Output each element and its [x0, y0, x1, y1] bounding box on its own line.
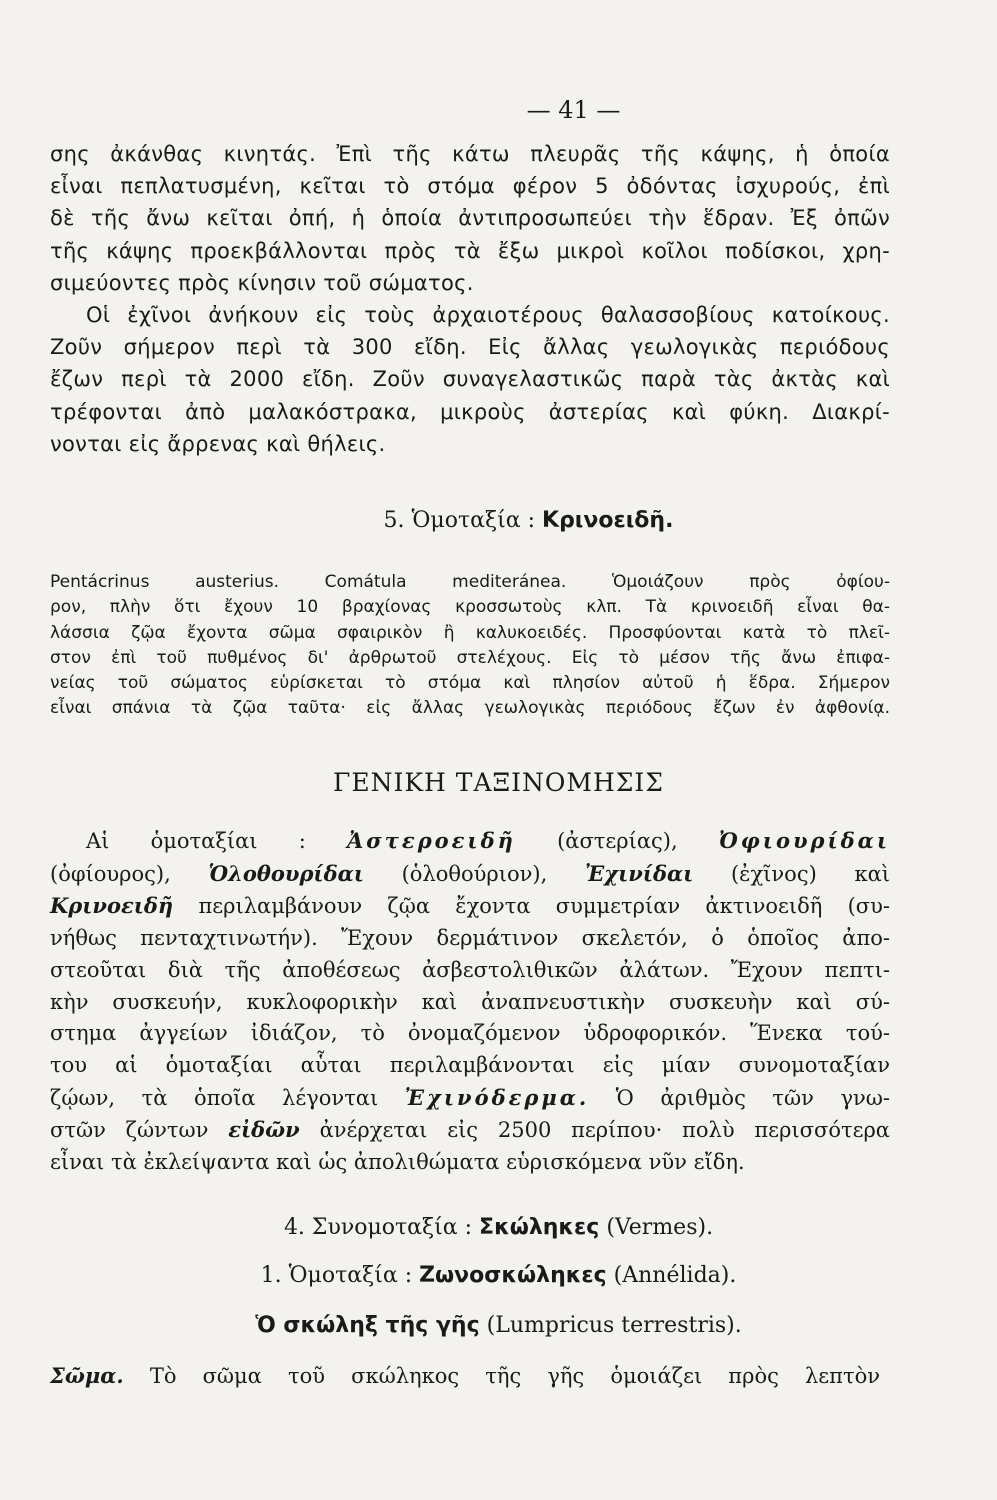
text-line: ἔζων περὶ τὰ 2000 εἴδη. Ζοῦν συναγελαστικῶς παρὰ τὰς ἀκτὰς καὶ: [50, 367, 890, 392]
heading-name: Ζωνοσκώληκες: [419, 1263, 607, 1288]
text-line: κὴν συσκευήν, κυκλοφορικὴν καὶ ἀναπνευστικὴν συσκευὴν καὶ σύ-: [50, 989, 890, 1014]
paragraph-echinoids: [50, 138, 890, 460]
text-line: στῶν ζώντων εἰδῶν ἀνέρχεται εἰς 2500 περίπου· πολὺ περισσότερα: [50, 1117, 890, 1143]
section-heading-vermes: 4. Συνομοταξία : Σκώληκες (Vermes).: [283, 1215, 714, 1240]
text-line: Κρινοειδῆ περιλαμβάνουν ζῷα ἔχοντα συμμετρίαν ἀκτινοειδῆ (συ-: [50, 893, 890, 919]
text-line: νονται εἰς ἄρρενας καὶ θήλεις.: [50, 431, 386, 456]
text-line: στεοῦται διὰ τῆς ἀποθέσεως ἀσβεστολιθικῶν ἀλάτων. Ἔχουν πεπτι-: [50, 957, 890, 982]
general-classification-title: ΓΕΝΙΚΗ ΤΑΞΙΝΟΜΗΣΙΣ: [333, 768, 664, 797]
paragraph-classification: [50, 825, 890, 1179]
text-line: νείας τοῦ σώματος εὑρίσκεται τὸ στόμα καὶ πλησίον αὐτοῦ ἡ ἕδρα. Σήμερον: [50, 673, 890, 694]
heading-name: Κρινοειδῆ.: [542, 508, 674, 533]
text-line: εἶναι τὰ ἐκλείψαντα καὶ ὡς ἀπολιθώματα εὑρισκόμενα νῦν εἴδη.: [50, 1150, 745, 1175]
page-number: — 41 —: [526, 96, 621, 124]
heading-name: Ὁ σκώληξ τῆς γῆς: [255, 1313, 480, 1338]
text-line: ρον, πλὴν ὅτι ἔχουν 10 βραχίονας κροσσωτοὺς κλπ. Τὰ κρινοειδῆ εἶναι θα-: [50, 597, 890, 618]
text-line: εἶναι σπάνια τὰ ζῷα ταῦτα· εἰς ἄλλας γεωλογικὰς περιόδους ἔζων ἐν ἀφθονίᾳ.: [50, 698, 890, 719]
text-line: σης ἀκάνθας κινητάς. Ἐπὶ τῆς κάτω πλευρᾶς τῆς κάψης, ἡ ὁποία: [50, 142, 890, 166]
text-line: δὲ τῆς ἄνω κεῖται ὀπή, ἡ ὁποία ἀντιπροσωπεύει τὴν ἕδραν. Ἐξ ὀπῶν: [50, 206, 890, 231]
section-heading-earthworm: Ὁ σκώληξ τῆς γῆς (Lumpricus terrestris).: [255, 1313, 742, 1338]
heading-prefix: 5. Ὁμοταξία :: [383, 508, 536, 533]
text-line: Pentácrinus austerius. Comátula mediteránea. Ὁμοιάζουν πρὸς ὀφίου-: [50, 572, 890, 592]
section-heading-annelida: 1. Ὁμοταξία : Ζωνοσκώληκες (Annélida).: [260, 1263, 737, 1288]
text-line: στημα ἀγγείων ἰδιάζον, τὸ ὀνομαζόμενον ὑδροφορικόν. Ἕνεκα τού-: [50, 1021, 890, 1046]
text-line: του αἱ ὁμοταξίαι αὗται περιλαμβάνονται εἰς μίαν συνομοταξίαν: [50, 1052, 890, 1077]
text-line: νήθως πενταχτινωτήν). Ἔχουν δερμάτινον σκελετόν, ὁ ὁποῖος ἀπο-: [50, 926, 890, 951]
text-line: Αἱ ὁμοταξίαι : Ἀστεροειδῆ (ἀστερίας), Ὀφιουρίδαι: [86, 828, 890, 853]
text-line: ζῴων, τὰ ὁποῖα λέγονται Ἐχινόδερμα. Ὁ ἀριθμὸς τῶν γνω-: [50, 1084, 890, 1110]
text-line: τρέφονται ἀπὸ μαλακόστρακα, μικροὺς ἀστερίας καὶ φύκη. Διακρί-: [50, 399, 890, 424]
heading-name: Σκώληκες: [479, 1215, 600, 1240]
text-line: σιμεύοντες πρὸς κίνησιν τοῦ σώματος.: [50, 270, 474, 295]
text-line: (ὀφίουρος), Ὁλοθουρίδαι (ὁλοθούριον), Ἐχινίδαι (ἐχῖνος) καὶ: [50, 860, 890, 886]
text-line: Ζοῦν σήμερον περὶ τὰ 300 εἴδη. Εἰς ἄλλας γεωλογικὰς περιόδους: [50, 335, 890, 360]
paragraph-body: [50, 1360, 880, 1392]
text-line: λάσσια ζῷα ἔχοντα σῶμα σφαιρικὸν ἢ καλυκοειδές. Προσφύονται κατὰ τὸ πλεῖ-: [50, 622, 890, 643]
text-line: Οἱ ἐχῖνοι ἀνήκουν εἰς τοὺς ἀρχαιοτέρους θαλασσοβίους κατοίκους.: [86, 303, 890, 328]
text-line: εἶναι πεπλατυσμένη, κεῖται τὸ στόμα φέρον 5 ὀδόντας ἰσχυρούς, ἐπὶ: [50, 174, 890, 199]
text-line: στον ἐπὶ τοῦ πυθμένος δι' ἀρθρωτοῦ στελέχους. Εἰς τὸ μέσον τῆς ἄνω ἐπιφα-: [50, 647, 890, 668]
text-line: Σῶμα. Τὸ σῶμα τοῦ σκώληκος τῆς γῆς ὁμοιάζει πρὸς λεπτὸν: [50, 1363, 880, 1388]
paragraph-crinoids: [50, 570, 890, 722]
section-heading-crinoids: [0, 508, 997, 533]
text-line: τῆς κάψης προεκβάλλονται πρὸς τὰ ἔξω μικροὶ κοῖλοι ποδίσκοι, χρη-: [50, 238, 890, 263]
